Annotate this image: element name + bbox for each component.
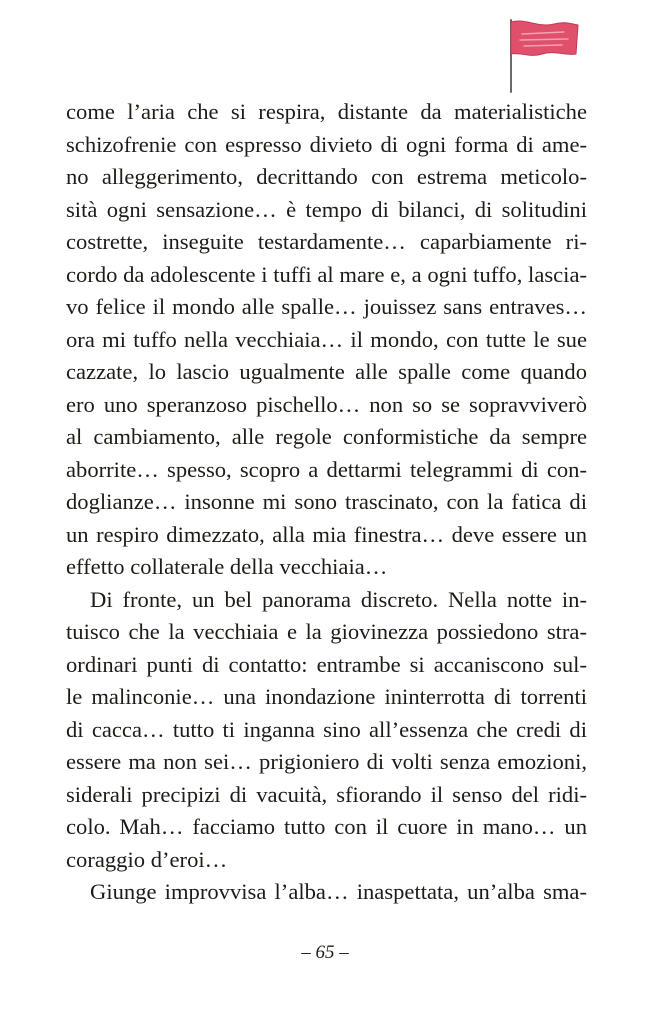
body-text — [66, 96, 587, 909]
text-line: di cacca… tutto ti inganna sino all’essenza che credi di — [66, 716, 587, 742]
text-line: le malinconie… una inondazione ininterrotta di torrenti — [66, 684, 587, 709]
page-number: – 65 – — [301, 942, 349, 963]
text-line: sità ogni sensazione… è tempo di bilanci, di solitudini — [66, 196, 587, 222]
text-line: cazzate, lo lascio ugualmente alle spalle come quando — [66, 359, 587, 384]
text-line: Di fronte, un bel panorama discreto. Nella notte in- — [90, 586, 587, 612]
text-line: doglianze… insonne mi sono trascinato, con la fatica di — [66, 489, 587, 514]
text-line: coraggio d’eroi… — [66, 846, 228, 872]
flag-icon — [504, 14, 584, 94]
text-line: effetto collaterale della vecchiaia… — [66, 554, 388, 579]
text-line: essere ma non sei… prigioniero di volti senza emozioni, — [66, 749, 587, 774]
text-line: un respiro dimezzato, alla mia finestra… deve essere un — [66, 521, 587, 547]
text-line: no alleggerimento, decrittando con estrema meticolo- — [66, 164, 587, 189]
text-line: vo felice il mondo alle spalle… jouissez sans entraves… — [66, 294, 587, 319]
text-line: colo. Mah… facciamo tutto con il cuore in mano… un — [66, 814, 587, 839]
text-line: ero uno speranzoso pischello… non so se sopravviverò — [66, 391, 587, 417]
text-line: siderali precipizi di vacuità, sfiorando il senso del ridi- — [66, 781, 587, 807]
text-line: Giunge improvvisa l’alba… inaspettata, un’alba sma- — [90, 879, 587, 904]
text-line: ora mi tuffo nella vecchiaia… il mondo, con tutte le sue — [66, 326, 587, 352]
text-line: come l’aria che si respira, distante da materialistiche — [66, 99, 587, 124]
text-line: tuisco che la vecchiaia e la giovinezza possiedono stra- — [66, 619, 587, 644]
text-line: costrette, inseguite testardamente… caparbiamente ri- — [66, 229, 587, 254]
text-line: ordinari punti di contatto: entrambe si accaniscono sul- — [66, 651, 587, 677]
text-line: al cambiamento, alle regole conformistiche da sempre — [66, 424, 587, 449]
text-line: aborrite… spesso, scopro a dettarmi telegrammi di con- — [66, 456, 587, 482]
text-line: cordo da adolescente i tuffi al mare e, a ogni tuffo, lascia- — [66, 261, 587, 287]
text-line: schizofrenie con espresso divieto di ogni forma di ame- — [66, 131, 587, 157]
